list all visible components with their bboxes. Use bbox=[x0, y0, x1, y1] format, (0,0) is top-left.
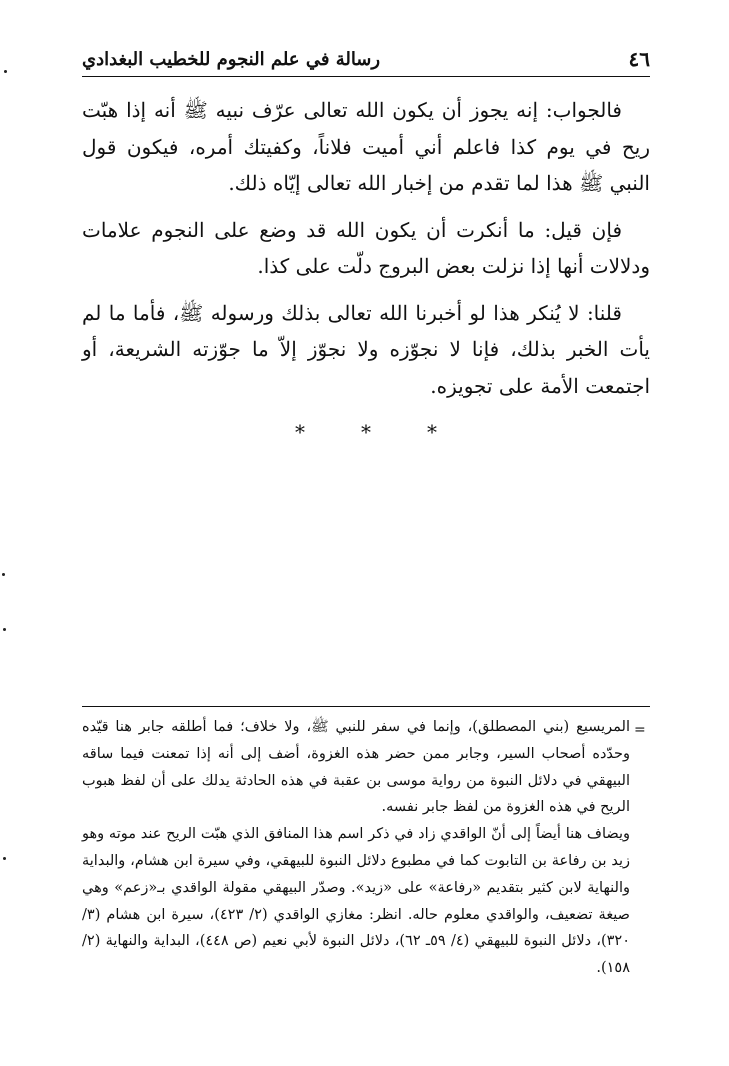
scan-speck bbox=[3, 628, 6, 631]
running-title: رسالة في علم النجوم للخطيب البغدادي bbox=[82, 48, 381, 70]
objection-paragraph: فإن قيل: ما أنكرت أن يكون الله قد وضع على النجوم علامات ودلالات أنها إذا نزلت بعض البروج دلّت على كذا. bbox=[82, 217, 650, 278]
separator-star: * bbox=[361, 420, 371, 444]
footnote-paragraph: ويضاف هنا أيضاً إلى أنّ الواقدي زاد في ذكر اسم هذا المنافق الذي هبّت الريح عند موته وهو زيد بن رفاعة بن التابوت كما في مطبوع دلائل النبوة للبيهقي، وفي سيرة ابن هشام، والبداية والنهاية لابن كثير بتقديم «رفاعة» على «زيد». وصدّر البيهقي مقولة الواقدي بـ«زعم» وهي صيغة تضعيف، والواقدي معلوم حاله. انظر: مغازي الواقدي (٢/ ٤٢٣)، سيرة ابن هشام (٣/ ٣٢٠)، دلائل النبوة للبيهقي (٤/ ٥٩ـ ٦٢)، دلائل النبوة لأبي نعيم (ص ٤٤٨)، البداية والنهاية (٢/ ١٥٨). bbox=[82, 826, 630, 977]
footnote-continuation-mark: = bbox=[634, 722, 646, 738]
page-number: ٤٦ bbox=[628, 47, 650, 71]
scan-speck bbox=[4, 70, 7, 73]
separator-star: * bbox=[295, 420, 305, 444]
scan-speck bbox=[3, 857, 6, 860]
separator-star: * bbox=[427, 420, 437, 444]
page-header bbox=[82, 42, 650, 77]
footnote-paragraph: المريسيع (بني المصطلق)، وإنما في سفر للنبي ﷺ، ولا خلاف؛ فما أطلقه جابر هنا قيّده وحدّده أصحاب السير، وجابر ممن حضر هذه الغزوة، أضف إلى أنه إذا تمعنت فيما ساقه البيهقي في دلائل النبوة من رواية موسى بن عقبة في هذه الحادثة يدلك على أن لفظ هبوب الريح في هذه الغزوة من لفظ جابر نفسه. bbox=[82, 719, 630, 816]
footnote-divider bbox=[82, 706, 650, 707]
scan-speck bbox=[2, 573, 5, 576]
answer-paragraph: فالجواب: إنه يجوز أن يكون الله تعالى عرّف نبيه ﷺ أنه إذا هبّت ريح في يوم كذا فاعلم أني أميت فلاناً، وكفيتك أمره، فيكون قول النبي ﷺ هذا لما تقدم من إخبار الله تعالى إيّاه ذلك. bbox=[82, 98, 650, 195]
section-separator bbox=[82, 414, 650, 451]
footnotes bbox=[82, 714, 630, 982]
main-text bbox=[82, 92, 650, 451]
reply-paragraph: قلنا: لا يُنكر هذا لو أخبرنا الله تعالى بذلك ورسوله ﷺ، فأما ما لم يأت الخبر بذلك، فإنا لا نجوّزه ولا نجوّز إلاّ ما جوّزته الشريعة، أو اجتمعت الأمة على تجويزه. bbox=[82, 300, 650, 398]
